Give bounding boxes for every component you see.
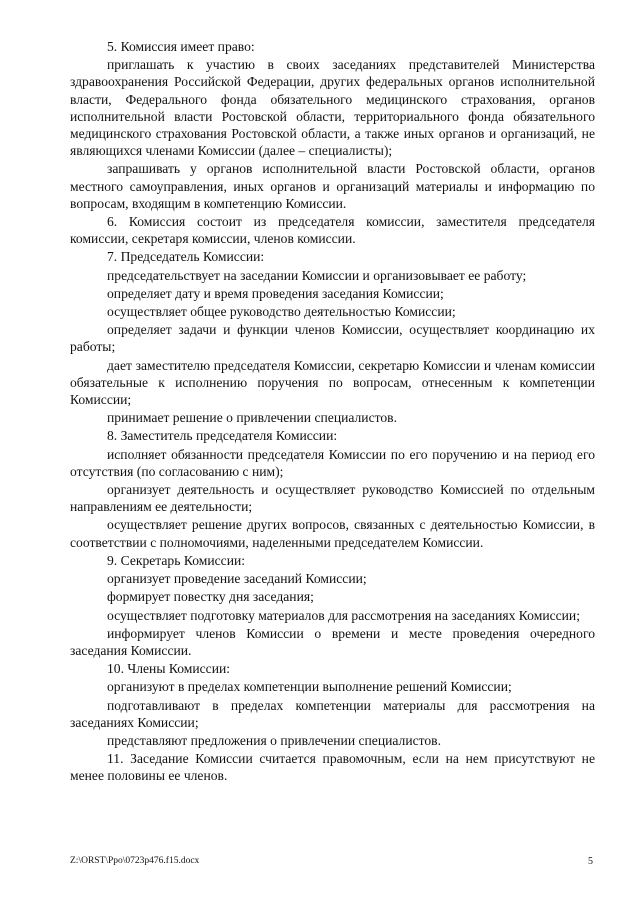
paragraph: осуществляет подготовку материалов для рассмотрения на заседаниях Комиссии; [107,607,580,623]
paragraph: организуют в пределах компетенции выполнение решений Комиссии; [107,679,512,695]
paragraph: запрашивать у органов исполнительной власти Ростовской области, органов местного самоуправления, иных органов и организаций материалы и информацию по вопросам, входящим в компетенцию Комиссии. [70,161,595,211]
paragraph: 11. Заседание Комиссии считается правомочным, если на нем присутствуют не менее половины ее членов. [70,751,595,784]
paragraph: 6. Комиссия состоит из председателя комиссии, заместителя председателя комиссии, секретаря комиссии, членов комиссии. [70,214,595,247]
document-body [70,38,595,786]
footer-file-path: Z:\ORST\Ppo\0723p476.f15.docx [70,856,200,866]
paragraph: организует деятельность и осуществляет руководство Комиссией по отдельным направлениям ее деятельности; [70,482,595,515]
footer-page-number: 5 [588,856,593,867]
paragraph: 10. Члены Комиссии: [107,661,231,677]
paragraph: 9. Секретарь Комиссии: [107,552,246,568]
paragraph: определяет задачи и функции членов Комиссии, осуществляет координацию их работы; [70,322,595,355]
paragraph: исполняет обязанности председателя Комиссии по его поручению и на период его отсутствия (по согласованию с ним); [70,446,595,479]
paragraph: осуществляет решение других вопросов, связанных с деятельностью Комиссии, в соответствии с полномочиями, наделенными председателем Комиссии. [70,517,595,550]
paragraph: осуществляет общее руководство деятельностью Комиссии; [107,304,456,320]
paragraph: подготавливают в пределах компетенции материалы для рассмотрения на заседаниях Комиссии; [70,697,595,730]
paragraph: 7. Председатель Комиссии: [107,249,265,265]
paragraph: дает заместителю председателя Комиссии, секретарю Комиссии и членам комиссии обязательные к исполнению поручения по вопросам, отнесенным к компетенции Комиссии; [70,357,595,408]
paragraph: формирует повестку дня заседания; [107,589,314,605]
paragraph: председательствует на заседании Комиссии и организовывает ее работу; [107,267,527,283]
paragraph: представляют предложения о привлечении специалистов. [107,732,442,748]
paragraph: организует проведение заседаний Комиссии; [107,571,367,587]
paragraph: приглашать к участию в своих заседаниях представителей Министерства здравоохранения Российской Федерации, других федеральных органов исполнительной власти, Федерального фонда обязательного медицинского страхования, органов исполнительной власти Ростовской области, территориального фонда обязательного медицинского страхования Ростовской области, а также иных органов и организаций, не являющихся членами Комиссии (далее – специалисты); [70,57,595,159]
paragraph: 8. Заместитель председателя Комиссии: [107,428,338,444]
paragraph: 5. Комиссия имеет право: [107,39,255,54]
paragraph: информирует членов Комиссии о времени и месте проведения очередного заседания Комиссии. [70,625,595,658]
paragraph: принимает решение о привлечении специалистов. [107,410,397,426]
paragraph: определяет дату и время проведения заседания Комиссии; [107,285,444,301]
